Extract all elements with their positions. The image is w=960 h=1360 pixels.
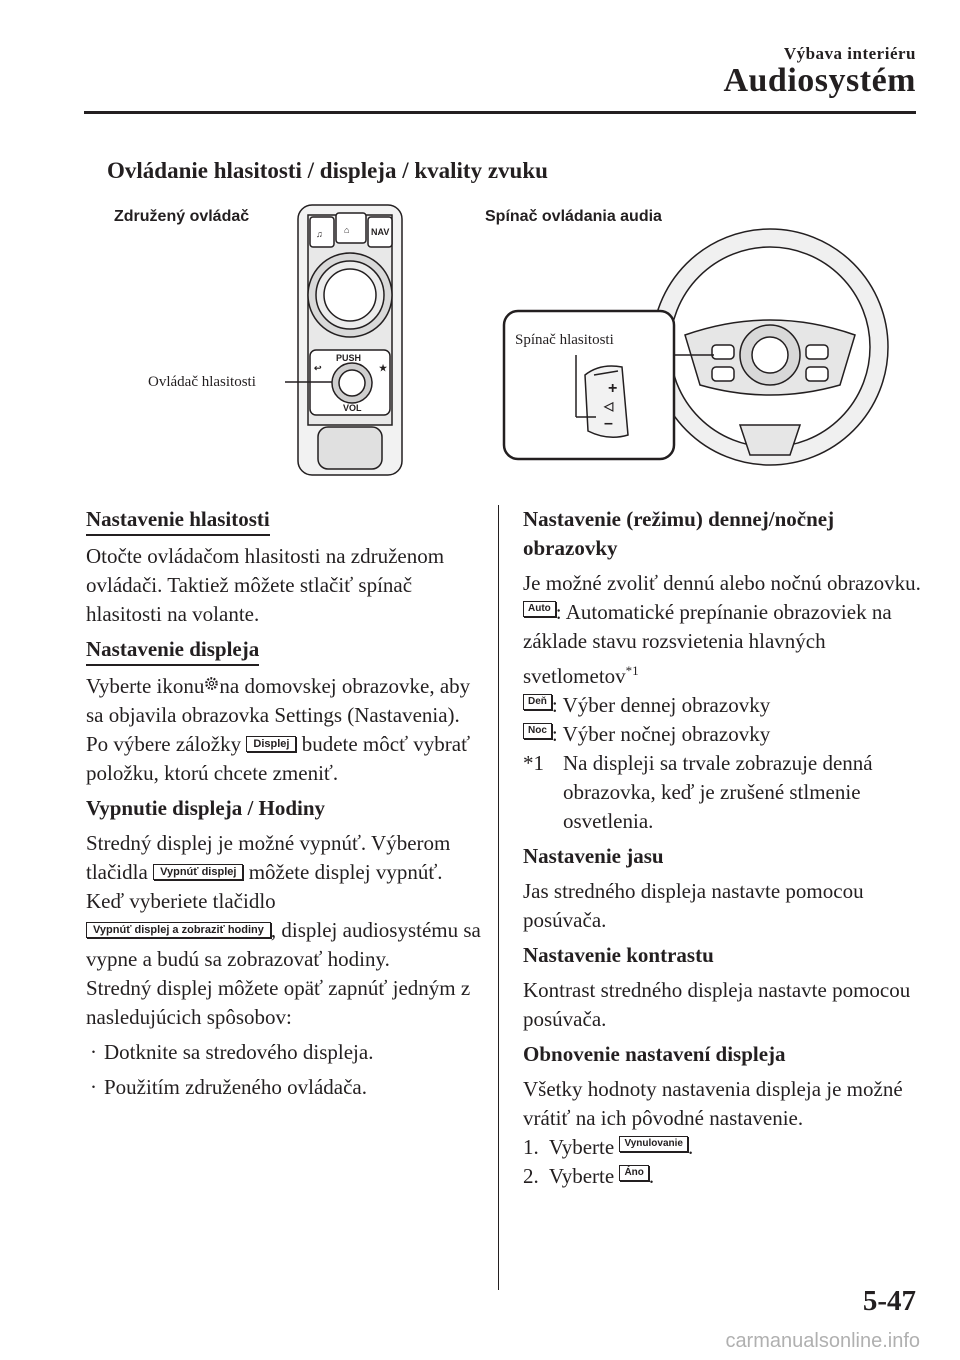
- page-number: 5-47: [862, 1285, 916, 1317]
- figure-right-callout: Spínač hlasitosti: [515, 332, 614, 348]
- watermark: carmanualsonline.info: [725, 1330, 920, 1352]
- speaker-icon: ◁: [604, 399, 614, 413]
- plus-icon: +: [608, 380, 618, 397]
- heading-brightness: Nastavenie jasu: [523, 844, 664, 868]
- heading-display-off: Vypnutie displeja / Hodiny: [86, 796, 326, 820]
- ano-button: Áno: [619, 1165, 648, 1181]
- bullet-item: · Dotknite sa stredového displeja.: [86, 1038, 486, 1067]
- header-title: Audiosystém: [723, 62, 916, 99]
- step-2: 2. Vyberte Áno .: [523, 1164, 655, 1188]
- para-brightness: Jas stredného displeja nastavte pomocou posúvača.: [523, 879, 864, 932]
- section-title: Ovládanie hlasitosti / displeja / kvality zvuku: [107, 158, 548, 183]
- para-volume: Otočte ovládačom hlasitosti na združenom ovládači. Taktiež môžete stlačiť spínač hlasitosti na volante.: [86, 544, 445, 626]
- option-noc: Noc : Výber nočnej obrazovky: [523, 720, 923, 749]
- para-display: Vyberte ikonu na domovskej obrazovke, aby sa objavila obrazovka Settings (Nastavenia). Po výbere záložky Displej budete môcť vybrať položku, ktorú chcete zmeniť.: [86, 674, 471, 785]
- figure-right-label: Spínač ovládania audia: [485, 208, 662, 225]
- option-den: Deň : Výber dennej obrazovky: [523, 691, 923, 720]
- heading-reset: Obnovenie nastavení displeja: [523, 1042, 786, 1066]
- figure-nav-label: NAV: [371, 227, 390, 237]
- para-contrast: Kontrast stredného displeja nastavte pomocou posúvača.: [523, 978, 911, 1031]
- heading-volume: Nastavenie hlasitosti: [86, 505, 270, 536]
- displej-tab-button: Displej: [246, 736, 296, 752]
- heading-contrast: Nastavenie kontrastu: [523, 943, 714, 967]
- header-rule: [84, 111, 916, 114]
- figure-vol-label: VOL: [343, 403, 362, 413]
- figure-push-label: PUSH: [336, 353, 362, 363]
- para-day-night: Je možné zvoliť dennú alebo nočnú obrazovku.: [523, 571, 921, 595]
- step-1: 1. Vyberte Vynulovanie .: [523, 1135, 694, 1159]
- option-auto: Auto : Automatické prepínanie obrazoviek na základe stavu rozsvietenia hlavných svetlometov$^{*1}$: [523, 600, 892, 688]
- figure-illustration: [0, 195, 960, 485]
- heading-day-night: Nastavenie (režimu) dennej/nočnej obrazovky: [523, 507, 835, 560]
- footnote: *1 Na displeji sa trvale zobrazuje denná obrazovka, keď je zrušené stlmenie osvetlenia.: [523, 751, 873, 833]
- noc-button: Noc: [523, 723, 552, 739]
- right-column: [523, 505, 923, 1191]
- para-reset: Všetky hodnoty nastavenia displeja je možné vrátiť na ich pôvodné nastavenie.: [523, 1077, 903, 1130]
- para-display-off: Stredný displej je možné vypnúť. Výberom tlačidla Vypnúť displej môžete displej vypnúť. Keď vyberiete tlačidlo Vypnúť displej a zobraziť hodiny , displej audiosystému sa vypne a budú sa zobrazovať hodiny. Stredný displej môžete opäť zapnúť jedným z nasledujúcich spôsobov:: [86, 831, 481, 1029]
- steering-wheel: [652, 229, 888, 465]
- figure-left-callout: Ovládač hlasitosti: [148, 374, 256, 390]
- music-icon: ♫: [316, 229, 323, 239]
- vypnut-displej-hodiny-button: Vypnúť displej a zobraziť hodiny: [86, 922, 271, 938]
- minus-icon: –: [604, 415, 613, 432]
- vynulovanie-button: Vynulovanie: [619, 1136, 688, 1152]
- left-column: [86, 505, 486, 1108]
- vypnut-displej-button: Vypnúť displej: [153, 864, 243, 880]
- home-icon: ⌂: [344, 225, 350, 235]
- den-button: Deň: [523, 694, 552, 710]
- commander-controller: [285, 205, 402, 475]
- column-divider: [498, 505, 499, 1290]
- bullet-item: · Použitím združeného ovládača.: [86, 1073, 486, 1102]
- settings-gear-icon: [204, 676, 219, 691]
- auto-button: Auto: [523, 601, 556, 617]
- heading-display: Nastavenie displeja: [86, 635, 259, 666]
- header-section: Výbava interiéru: [783, 44, 916, 63]
- back-icon: ↩: [314, 363, 322, 373]
- star-icon: ★: [379, 363, 388, 373]
- figure-left-label: Združený ovládač: [114, 208, 250, 225]
